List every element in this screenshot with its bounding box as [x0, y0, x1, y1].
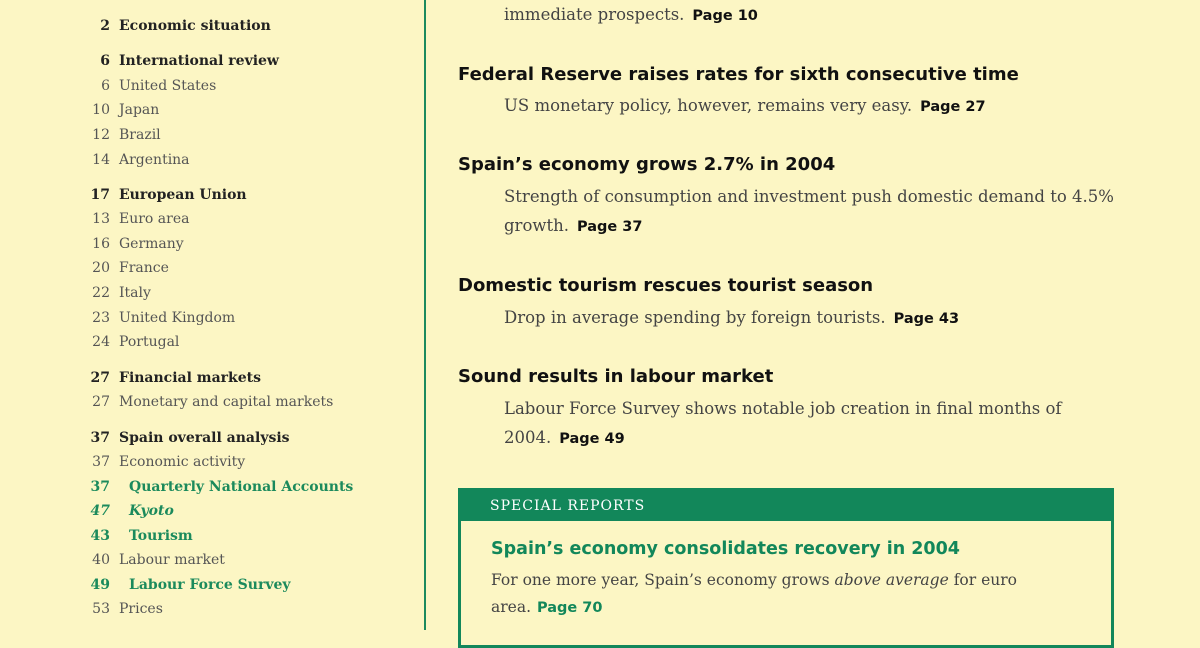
toc-title: United Kingdom: [119, 310, 236, 326]
toc-page-number: 23: [92, 310, 110, 326]
toc-page-number: 14: [92, 152, 110, 168]
special-reports-header: SPECIAL REPORTS: [461, 491, 1111, 521]
toc-page-number: 37: [90, 430, 110, 446]
toc-item-highlight[interactable]: [88, 478, 353, 496]
article-headline[interactable]: Spain’s economy grows 2.7% in 2004: [458, 154, 836, 175]
toc-page-number: 49: [90, 577, 110, 593]
toc-page-number: 6: [100, 53, 110, 69]
toc-page-number: 10: [92, 102, 110, 118]
toc-title: Euro area: [119, 211, 190, 227]
toc-page-number: 53: [92, 601, 110, 617]
toc-title: Germany: [119, 236, 184, 252]
toc-page-number: 43: [90, 528, 110, 544]
toc-item[interactable]: [88, 126, 161, 144]
toc-title: Brazil: [119, 127, 161, 143]
toc-page-number: 37: [92, 454, 110, 470]
article-description: Labour Force Survey shows notable job creation in final months of 2004.: [504, 399, 1062, 447]
article-page-link[interactable]: Page 37: [577, 219, 643, 235]
toc-item-highlight[interactable]: [88, 502, 174, 520]
article-headline[interactable]: Domestic tourism rescues tourist season: [458, 275, 874, 296]
toc-title: Monetary and capital markets: [119, 394, 334, 410]
special-reports-box: [458, 488, 1114, 648]
article-summary: [504, 394, 1124, 454]
toc-item[interactable]: [88, 235, 184, 253]
toc-item[interactable]: [88, 52, 279, 70]
article-page-link[interactable]: Page 43: [893, 311, 960, 327]
toc-page-number: 22: [92, 285, 110, 301]
article-headline[interactable]: Federal Reserve raises rates for sixth consecutive time: [458, 64, 1019, 85]
article-description: immediate prospects.: [504, 5, 685, 24]
article-summary: [504, 0, 1124, 31]
toc-item[interactable]: [88, 429, 290, 447]
special-report-summary: [491, 567, 1071, 622]
toc-item[interactable]: [88, 186, 247, 204]
toc-title: Kyoto: [129, 503, 174, 519]
toc-page-number: 12: [92, 127, 110, 143]
toc-page-number: 24: [92, 334, 110, 350]
toc-page-number: 27: [92, 394, 110, 410]
toc-item[interactable]: [88, 77, 216, 95]
toc-page-number: 6: [101, 78, 110, 94]
article-description: Strength of consumption and investment push domestic demand to 4.5% growth.: [504, 187, 1114, 235]
toc-title: Labour market: [119, 552, 225, 568]
toc-title: Economic situation: [119, 18, 271, 34]
toc-title: Portugal: [119, 334, 180, 350]
table-of-contents: [0, 0, 424, 630]
special-report-headline[interactable]: Spain’s economy consolidates recovery in 2004: [491, 539, 960, 559]
toc-item[interactable]: [88, 600, 163, 618]
toc-page-number: 13: [92, 211, 110, 227]
special-report-page-link[interactable]: Page 70: [537, 600, 603, 616]
special-report-text: for euro area.: [491, 571, 1017, 616]
toc-title: Labour Force Survey: [129, 577, 291, 593]
column-divider: [424, 0, 426, 630]
toc-item[interactable]: [88, 453, 245, 471]
toc-title: Economic activity: [119, 454, 246, 470]
toc-page-number: 20: [92, 260, 110, 276]
toc-item[interactable]: [88, 17, 271, 35]
toc-item[interactable]: [88, 210, 189, 228]
toc-page-number: 37: [90, 479, 110, 495]
article-summary: [504, 303, 1124, 334]
toc-title: European Union: [119, 187, 247, 203]
toc-title: Italy: [119, 285, 151, 301]
toc-title: Quarterly National Accounts: [129, 479, 354, 495]
toc-title: Spain overall analysis: [119, 430, 290, 446]
toc-title: Financial markets: [119, 370, 262, 386]
toc-title: International review: [119, 53, 279, 69]
toc-page-number: 40: [92, 552, 110, 568]
article-description: US monetary policy, however, remains very easy.: [504, 96, 913, 115]
article-page-link[interactable]: Page 27: [920, 99, 986, 115]
toc-title: United States: [119, 78, 217, 94]
toc-item[interactable]: [88, 151, 190, 169]
toc-item[interactable]: [88, 284, 151, 302]
article-headline[interactable]: Sound results in labour market: [458, 366, 774, 387]
toc-title: Japan: [119, 102, 160, 118]
article-summary: [504, 182, 1124, 242]
toc-title: Tourism: [129, 528, 193, 544]
toc-title: France: [119, 260, 169, 276]
toc-item-highlight[interactable]: [88, 576, 291, 594]
special-report-emphasis: above average: [834, 571, 949, 589]
article-page-link[interactable]: Page 10: [692, 8, 758, 24]
toc-item[interactable]: [88, 333, 179, 351]
toc-page-number: 16: [92, 236, 110, 252]
toc-page-number: 27: [90, 370, 110, 386]
toc-item[interactable]: [88, 259, 169, 277]
toc-item[interactable]: [88, 309, 235, 327]
toc-item[interactable]: [88, 393, 333, 411]
special-report-text: For one more year, Spain’s economy grows: [491, 571, 835, 589]
toc-page-number: 17: [90, 187, 110, 203]
toc-page-number: 2: [100, 18, 110, 34]
toc-item-highlight[interactable]: [88, 527, 193, 545]
toc-item[interactable]: [88, 369, 261, 387]
toc-item[interactable]: [88, 101, 159, 119]
toc-page-number: 47: [90, 503, 110, 519]
toc-title: Prices: [119, 601, 163, 617]
toc-item[interactable]: [88, 551, 225, 569]
toc-title: Argentina: [119, 152, 190, 168]
article-description: Drop in average spending by foreign tourists.: [504, 308, 886, 327]
article-summary: [504, 91, 1124, 122]
article-page-link[interactable]: Page 49: [559, 431, 625, 447]
